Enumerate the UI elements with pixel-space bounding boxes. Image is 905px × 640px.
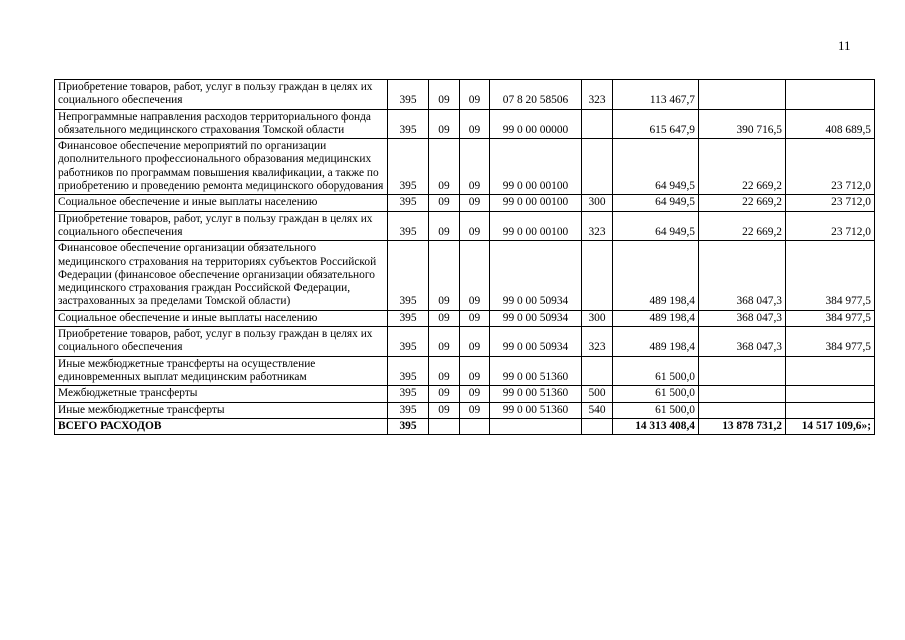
row-ministry: 395 [388,139,429,195]
row-subsection: 09 [460,80,490,110]
row-amount-year2 [699,80,786,110]
table-row [55,310,875,326]
row-section: 09 [429,211,460,241]
row-amount-year3: 384 977,5 [786,310,875,326]
row-subsection: 09 [460,109,490,139]
row-name: Финансовое обеспечение мероприятий по организации дополнительного профессионального образования медицинских работников по программам повышения квалификации, а также по приобретению и проведению ремонта медицинского оборудования [55,139,388,195]
row-target-code: 99 0 00 00100 [490,211,582,241]
row-amount-year3: 384 977,5 [786,241,875,310]
row-amount-year2: 368 047,3 [699,241,786,310]
row-section: 09 [429,386,460,402]
row-ministry: 395 [388,356,429,386]
row-amount-year1: 64 949,5 [613,195,699,211]
row-amount-year3: 408 689,5 [786,109,875,139]
row-name: Приобретение товаров, работ, услуг в пользу граждан в целях их социального обеспечения [55,327,388,357]
row-ministry: 395 [388,109,429,139]
row-subsection: 09 [460,195,490,211]
row-expense-type: 323 [582,327,613,357]
row-target-code: 99 0 00 00100 [490,139,582,195]
row-ministry: 395 [388,310,429,326]
row-ministry: 395 [388,402,429,418]
row-name: Иные межбюджетные трансферты [55,402,388,418]
row-amount-year3: 23 712,0 [786,195,875,211]
row-ministry: 395 [388,211,429,241]
row-amount-year1: 615 647,9 [613,109,699,139]
row-section: 09 [429,402,460,418]
row-subsection: 09 [460,356,490,386]
row-subsection: 09 [460,139,490,195]
row-amount-year1: 113 467,7 [613,80,699,110]
row-amount-year1: 64 949,5 [613,211,699,241]
row-amount-year1: 489 198,4 [613,241,699,310]
row-name: Социальное обеспечение и иные выплаты населению [55,195,388,211]
row-section: 09 [429,195,460,211]
row-expense-type [582,109,613,139]
row-subsection: 09 [460,327,490,357]
row-expense-type: 500 [582,386,613,402]
row-section: 09 [429,241,460,310]
row-expense-type: 300 [582,195,613,211]
row-expense-type [582,356,613,386]
row-ministry: 395 [388,327,429,357]
row-amount-year1: 489 198,4 [613,310,699,326]
total-label: ВСЕГО РАСХОДОВ [55,418,388,434]
row-target-code: 99 0 00 50934 [490,327,582,357]
table-row [55,80,875,110]
row-amount-year3 [786,386,875,402]
row-section: 09 [429,327,460,357]
row-amount-year1: 489 198,4 [613,327,699,357]
row-subsection: 09 [460,310,490,326]
row-section: 09 [429,109,460,139]
total-empty-cell [429,418,460,434]
row-amount-year3 [786,80,875,110]
row-name: Финансовое обеспечение организации обязательного медицинского страхования на территориях субъектов Российской Федерации (финансовое обеспечение организации обязательного медицинского страхования граждан Российской Федерации, застрахованных за пределами Томской области) [55,241,388,310]
row-amount-year2: 22 669,2 [699,195,786,211]
row-target-code: 99 0 00 51360 [490,402,582,418]
row-amount-year1: 61 500,0 [613,356,699,386]
table-row [55,386,875,402]
row-amount-year2: 22 669,2 [699,139,786,195]
row-amount-year2: 22 669,2 [699,211,786,241]
row-target-code: 99 0 00 51360 [490,386,582,402]
total-amount-year1: 14 313 408,4 [613,418,699,434]
row-expense-type: 540 [582,402,613,418]
row-target-code: 99 0 00 50934 [490,241,582,310]
table-row [55,356,875,386]
row-target-code: 07 8 20 58506 [490,80,582,110]
total-row [55,418,875,434]
row-ministry: 395 [388,386,429,402]
row-subsection: 09 [460,402,490,418]
row-ministry: 395 [388,80,429,110]
row-section: 09 [429,80,460,110]
row-name: Социальное обеспечение и иные выплаты населению [55,310,388,326]
table-row [55,402,875,418]
row-subsection: 09 [460,386,490,402]
row-section: 09 [429,356,460,386]
row-amount-year2 [699,386,786,402]
table-row [55,211,875,241]
row-expense-type: 323 [582,211,613,241]
row-name: Межбюджетные трансферты [55,386,388,402]
row-target-code: 99 0 00 00000 [490,109,582,139]
row-name: Приобретение товаров, работ, услуг в пользу граждан в целях их социального обеспечения [55,80,388,110]
row-ministry: 395 [388,195,429,211]
row-amount-year1: 64 949,5 [613,139,699,195]
row-expense-type: 300 [582,310,613,326]
total-empty-cell [460,418,490,434]
table-row [55,139,875,195]
row-amount-year2: 368 047,3 [699,310,786,326]
row-expense-type: 323 [582,80,613,110]
row-amount-year3: 23 712,0 [786,211,875,241]
page-number: 11 [838,38,851,53]
row-subsection: 09 [460,211,490,241]
total-empty-cell [582,418,613,434]
table-row [55,195,875,211]
row-name: Приобретение товаров, работ, услуг в пользу граждан в целях их социального обеспечения [55,211,388,241]
row-name: Непрограммные направления расходов территориального фонда обязательного медицинского страхования Томской области [55,109,388,139]
total-empty-cell [490,418,582,434]
total-amount-year2: 13 878 731,2 [699,418,786,434]
row-amount-year3 [786,356,875,386]
row-amount-year2: 390 716,5 [699,109,786,139]
row-amount-year3 [786,402,875,418]
row-target-code: 99 0 00 50934 [490,310,582,326]
total-ministry: 395 [388,418,429,434]
row-amount-year2: 368 047,3 [699,327,786,357]
row-amount-year1: 61 500,0 [613,402,699,418]
row-ministry: 395 [388,241,429,310]
row-amount-year3: 23 712,0 [786,139,875,195]
row-subsection: 09 [460,241,490,310]
row-amount-year2 [699,402,786,418]
table-row [55,327,875,357]
row-target-code: 99 0 00 00100 [490,195,582,211]
row-amount-year3: 384 977,5 [786,327,875,357]
row-target-code: 99 0 00 51360 [490,356,582,386]
total-amount-year3: 14 517 109,6»; [786,418,875,434]
row-expense-type [582,241,613,310]
row-section: 09 [429,310,460,326]
row-name: Иные межбюджетные трансферты на осуществление единовременных выплат медицинским работникам [55,356,388,386]
row-amount-year1: 61 500,0 [613,386,699,402]
table-row [55,109,875,139]
table-row [55,241,875,310]
row-amount-year2 [699,356,786,386]
expenditure-table [54,79,875,435]
row-section: 09 [429,139,460,195]
row-expense-type [582,139,613,195]
